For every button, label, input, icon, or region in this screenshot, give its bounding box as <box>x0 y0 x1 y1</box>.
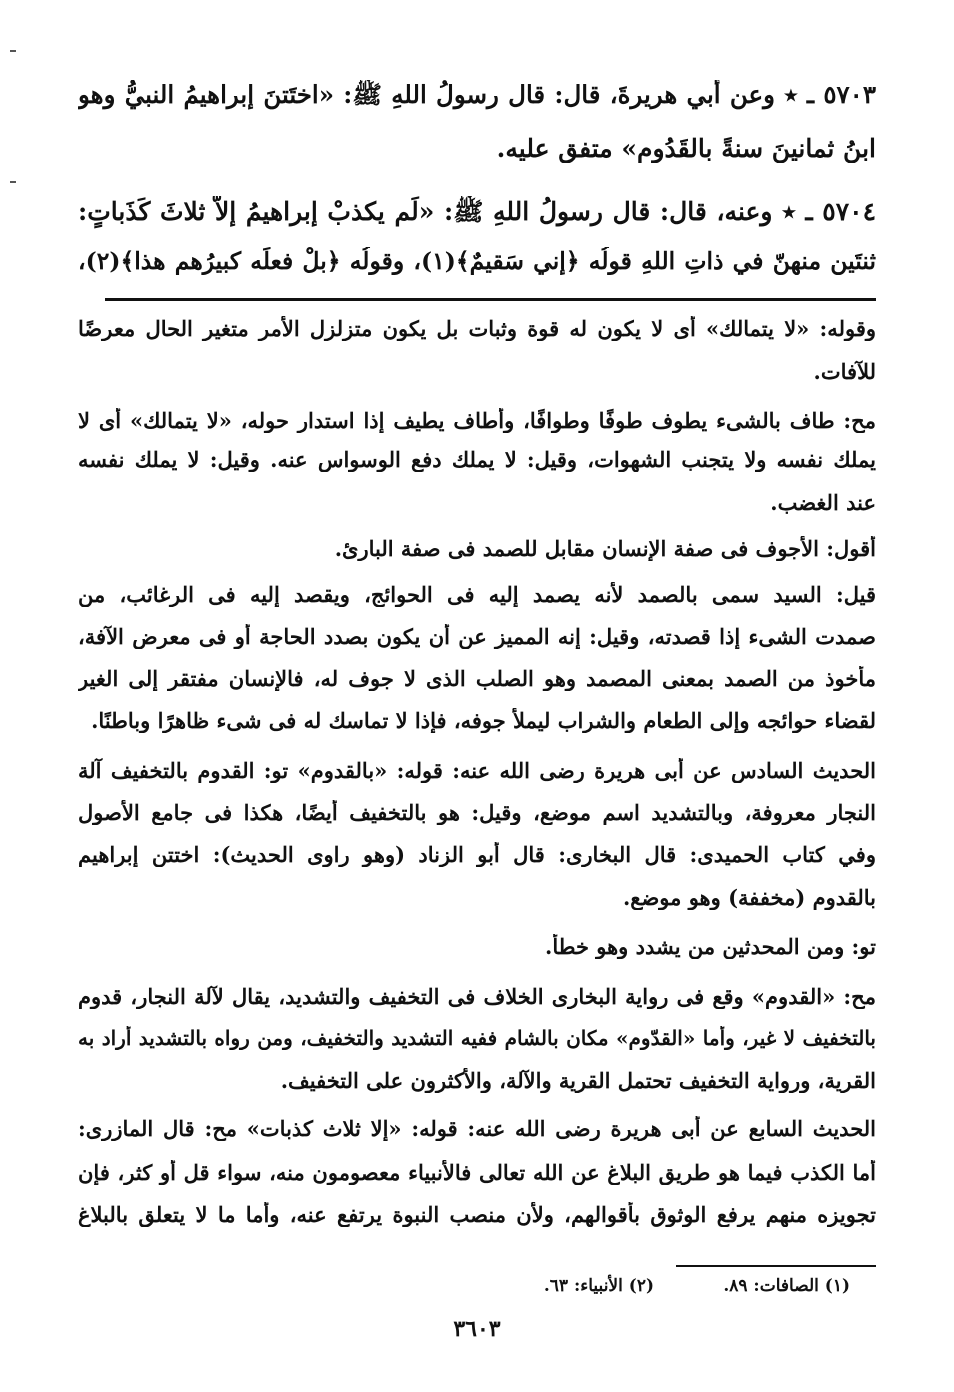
commentary-line: وقوله: «لا يتمالك» أى لا يكون له قوة وثبات بل يكون متزلزل الأمر متغير الحال معرضًا <box>78 316 876 341</box>
footnote-rule <box>676 1265 876 1267</box>
commentary-line: مح: «القدوم» وقع فى رواية البخارى الخلاف فى التخفيف والتشديد، يقال لآلة النجار، قدوم <box>78 984 876 1009</box>
hadith-line: ٥٧٠٤ ـ ٭ وعنه، قال: قال رسولُ اللهِ ﷺ: «لَم يكذبْ إبراهيمُ إلاّ ثلاثَ كَذَباتٍ: <box>78 197 876 226</box>
footnote-2: (٢) الأنبياء: ٦٣. <box>543 1276 654 1296</box>
commentary-line: للآفات. <box>813 359 876 384</box>
commentary-line: النجار معروفة، وبالتشديد اسم موضع، وقيل: هو بالتخفيف أيضًا، هكذا فى جامع الأصول <box>78 800 876 825</box>
footnote-1: (١) الصافات: ٨٩. <box>723 1276 850 1296</box>
commentary-line: مح: طاف بالشىء يطوف طوفًا وطوافًا، وأطاف يطيف إذا استدار حوله، «لا يتمالك» أى لا <box>78 408 876 433</box>
hadith-line: ابنُ ثمانينَ سنةً بالقَدُومِ» متفق عليه. <box>496 134 876 163</box>
margin-mark <box>10 181 16 183</box>
commentary-line: بالتخفيف لا غير، وأما «القدّوم» مكان بالشام ففيه التشديد والتخفيف، ومن رواه بالتشديد أراد به <box>78 1026 876 1050</box>
commentary-line: يملك نفسه ولا يتجنب الشهوات، وقيل: لا يملك دفع الوسواس عنه. وقيل: لا يملك نفسه <box>78 447 876 472</box>
commentary-line: مأخوذ من الصمد بمعنى المصمد وهو الصلب الذى لا جوف له، فالإنسان مفتقر إلى الغير <box>78 666 876 691</box>
hadith-line: ٥٧٠٣ ـ ٭ وعن أبي هريرةَ، قال: قال رسولُ اللهِ ﷺ: «اختَتنَ إبراهيمُ النبيُّ وهو <box>78 80 876 109</box>
commentary-line: تو: ومن المحدثين من يشدد وهو خطأ. <box>545 934 876 959</box>
commentary-line: أما الكذب فيما هو طريق البلاغ عن الله تعالى فالأنبياء معصومون منه، سواء قل أو كثر، فإن <box>78 1160 876 1185</box>
page-number: ٣٦٠٣ <box>453 1316 501 1342</box>
commentary-line: عند الغضب. <box>770 490 876 515</box>
commentary-line: أقول: الأجوف فى صفة الإنسان مقابل للصمد فى صفة البارئ. <box>334 536 876 561</box>
commentary-line: قيل: السيد سمى بالصمد لأنه يصمد إليه فى الحوائج، ويقصد إليه فى الرغائب، من <box>78 582 876 607</box>
commentary-line: القرية، ورواية التخفيف تحتمل القرية والآلة، والأكثرون على التخفيف. <box>280 1068 876 1093</box>
commentary-line: تجويزه منهم يرفع الوثوق بأقوالهم، ولأن منصب النبوة يرتفع عنه، وأما ما لا يتعلق بالبلاغ <box>78 1202 876 1227</box>
commentary-line: الحديث السابع عن أبى هريرة رضى الله عنه: قوله: «إلا ثلاث كذبات» مح: قال المازرى: <box>78 1116 876 1141</box>
margin-mark <box>10 50 16 52</box>
commentary-line: صمدت الشىء إذا قصدته، وقيل: إنه المميز عن أن يكون بصدد الحاجة أو فى معرض الآفة، <box>78 624 876 649</box>
commentary-line: لقضاء حوائجه وإلى الطعام والشراب ليملأ جوفه، فإذا لا تماسك له فى شىء ظاهرًا وباطنًا. <box>91 708 876 733</box>
commentary-line: بالقدوم (مخففة) وهو موضع. <box>622 885 876 910</box>
commentary-line: الحديث السادس عن أبى هريرة رضى الله عنه: قوله: «بالقدوم» تو: القدوم بالتخفيف آلة <box>78 758 876 783</box>
hadith-line: ثنتَينِ منهنّ في ذاتِ اللهِ قولُه ﴿إني سَقيمٌ﴾(١)، وقولُه ﴿بلْ فعلَه كبيرُهم هذا﴾(٢)، <box>78 247 876 275</box>
separator-rule <box>105 298 876 301</box>
commentary-line: وفي كتاب الحميدى: قال البخارى: قال أبو الزناد (وهو راوى الحديث): اختتن إبراهيم <box>78 842 876 867</box>
